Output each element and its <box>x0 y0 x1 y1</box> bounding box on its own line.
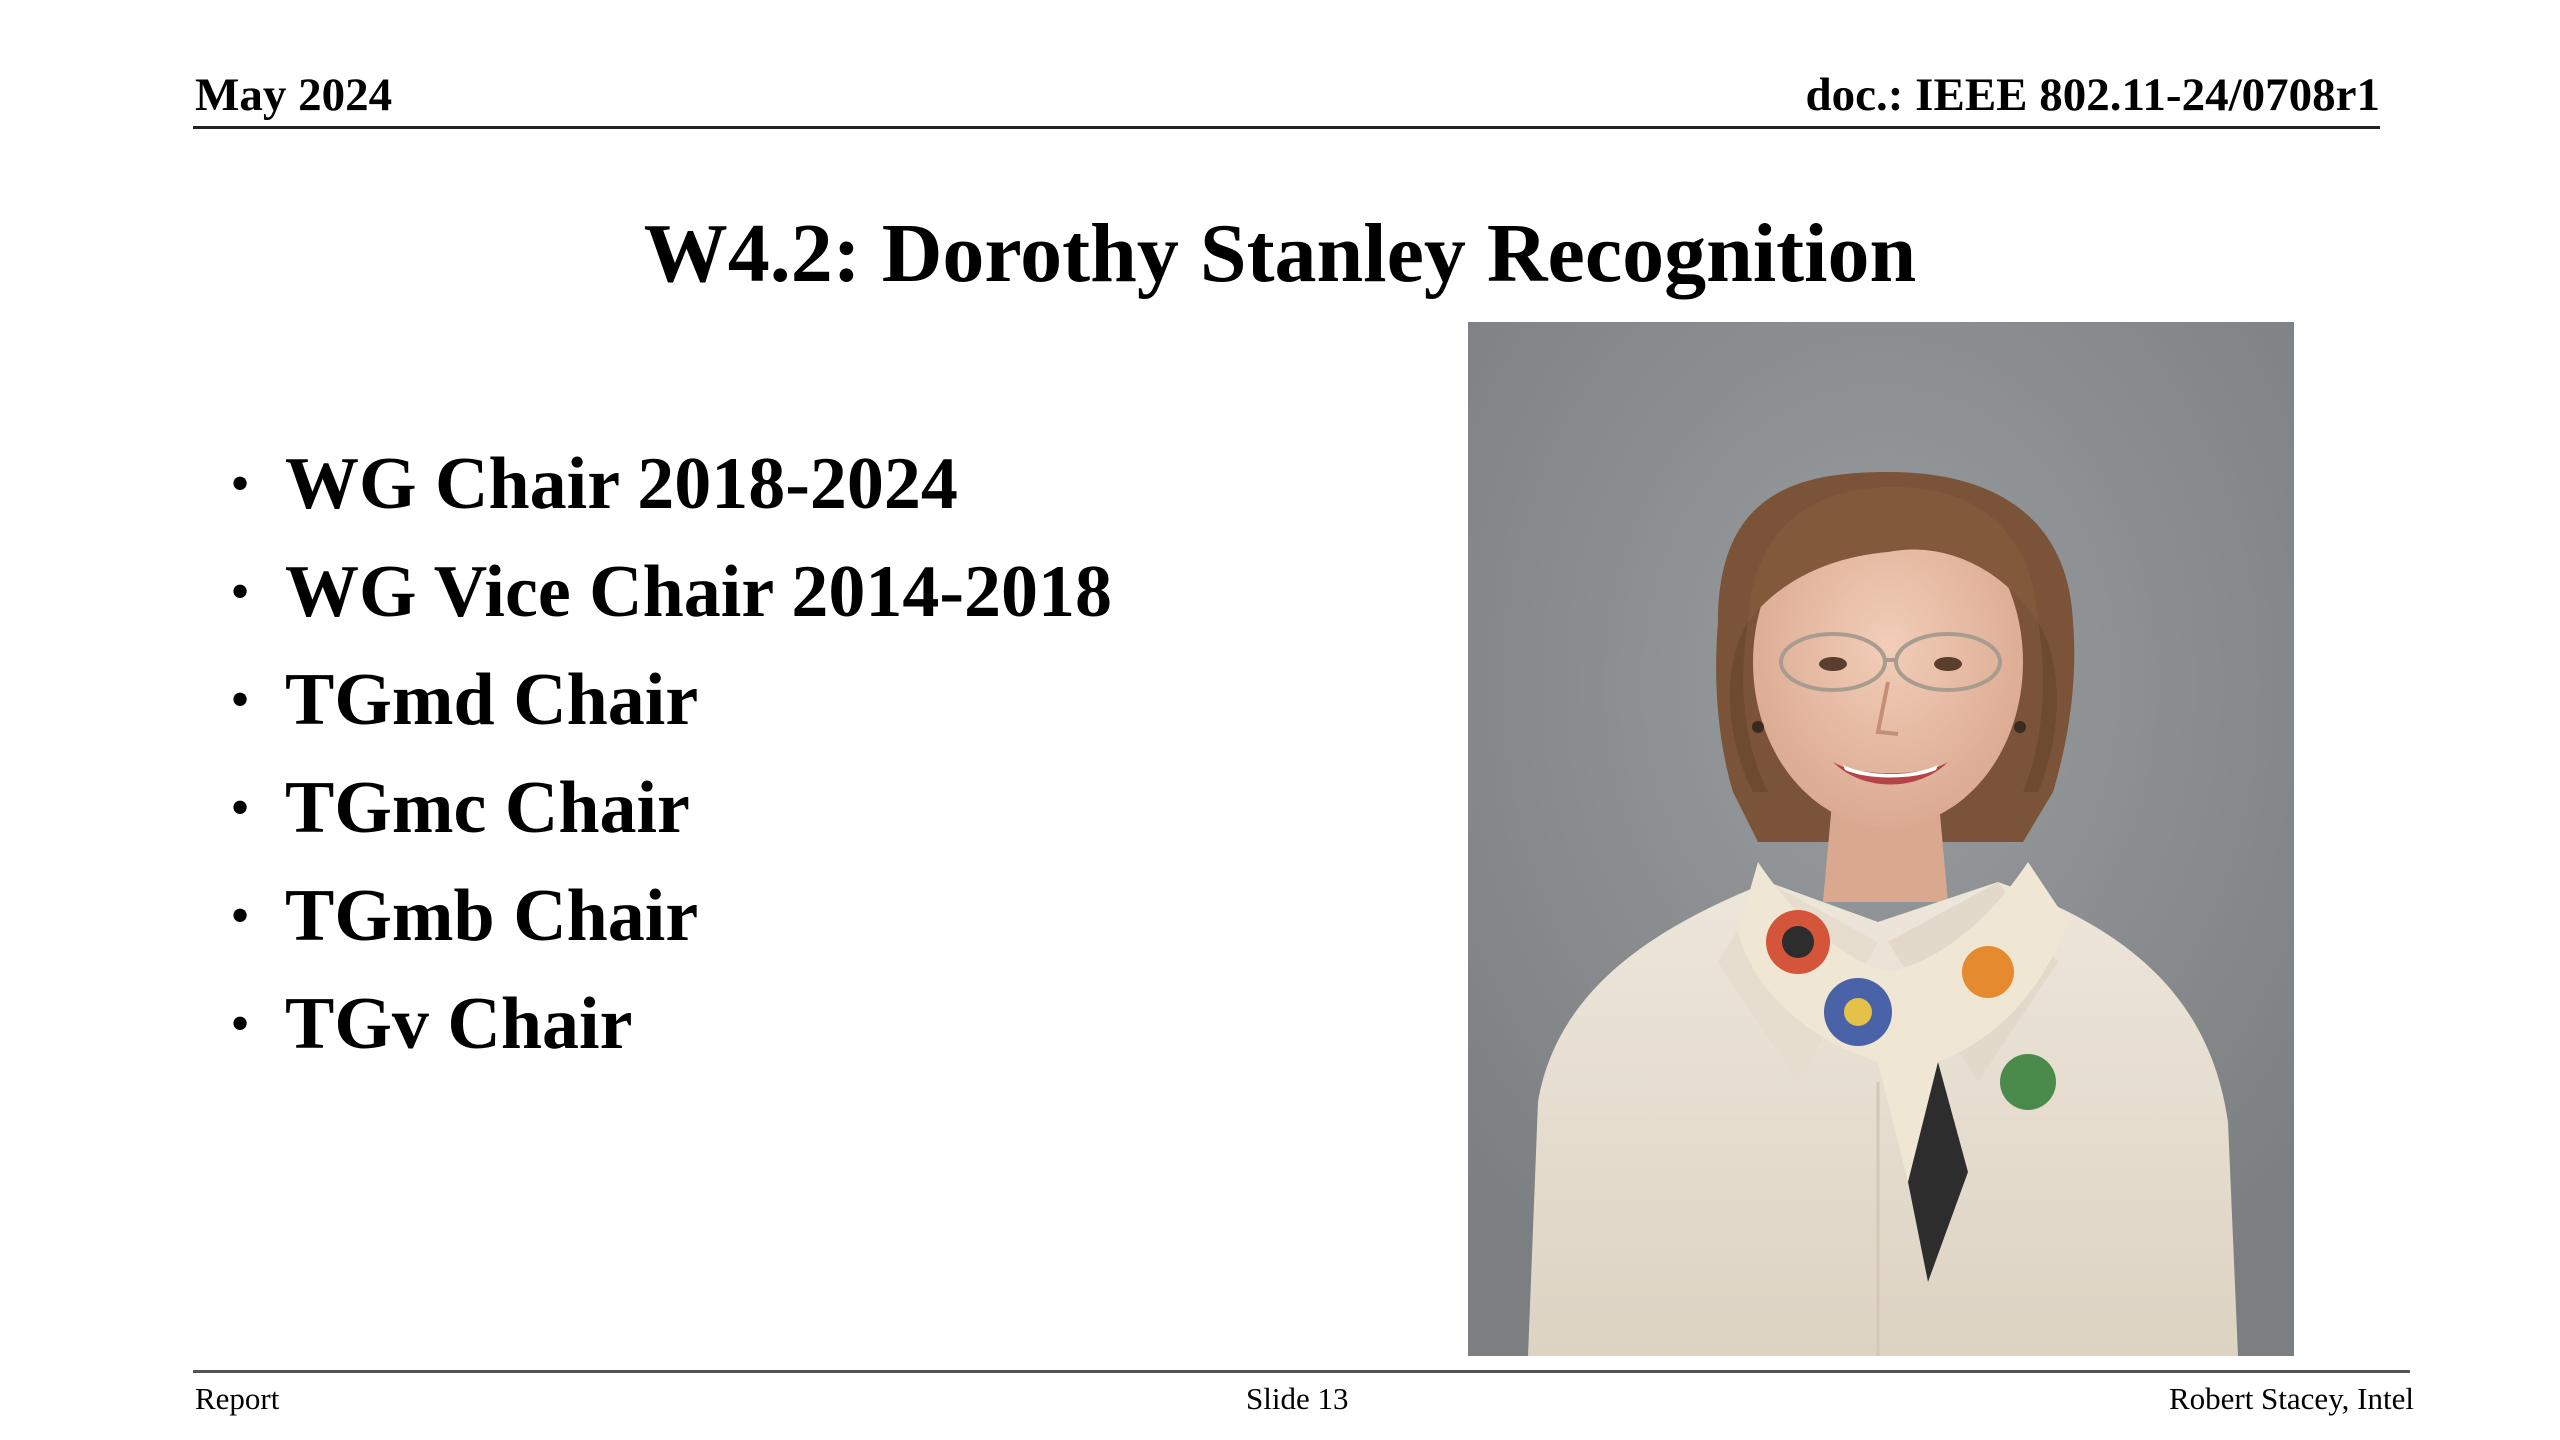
bullet-text: WG Chair 2018-2024 <box>285 443 958 525</box>
bullet-list <box>195 430 1112 1078</box>
list-item <box>195 862 1112 970</box>
header-divider <box>193 126 2380 129</box>
list-item <box>195 646 1112 754</box>
list-item <box>195 970 1112 1078</box>
bullet-icon: • <box>230 777 250 839</box>
portrait-photo <box>1468 322 2294 1356</box>
slide-number: Slide 13 <box>1246 1381 1349 1416</box>
bullet-text: TGv Chair <box>285 983 633 1065</box>
header-doc-id: doc.: IEEE 802.11-24/0708r1 <box>1805 69 2380 121</box>
bullet-icon: • <box>230 453 250 515</box>
footer-left-text: Report <box>195 1381 280 1416</box>
list-item <box>195 430 1112 538</box>
bullet-icon: • <box>230 669 250 731</box>
bullet-text: TGmb Chair <box>285 875 699 957</box>
list-item <box>195 754 1112 862</box>
slide-title: W4.2: Dorothy Stanley Recognition <box>643 207 1917 300</box>
footer-divider <box>193 1370 2410 1373</box>
footer-author: Robert Stacey, Intel <box>2168 1381 2414 1416</box>
bullet-icon: • <box>230 885 250 947</box>
list-item <box>195 538 1112 646</box>
portrait-illustration <box>1468 322 2294 1356</box>
bullet-text: WG Vice Chair 2014-2018 <box>285 551 1112 633</box>
bullet-text: TGmc Chair <box>285 767 690 849</box>
bullet-icon: • <box>230 561 250 623</box>
header-date: May 2024 <box>195 69 393 121</box>
bullet-text: TGmd Chair <box>285 659 699 741</box>
bullet-icon: • <box>230 993 250 1055</box>
